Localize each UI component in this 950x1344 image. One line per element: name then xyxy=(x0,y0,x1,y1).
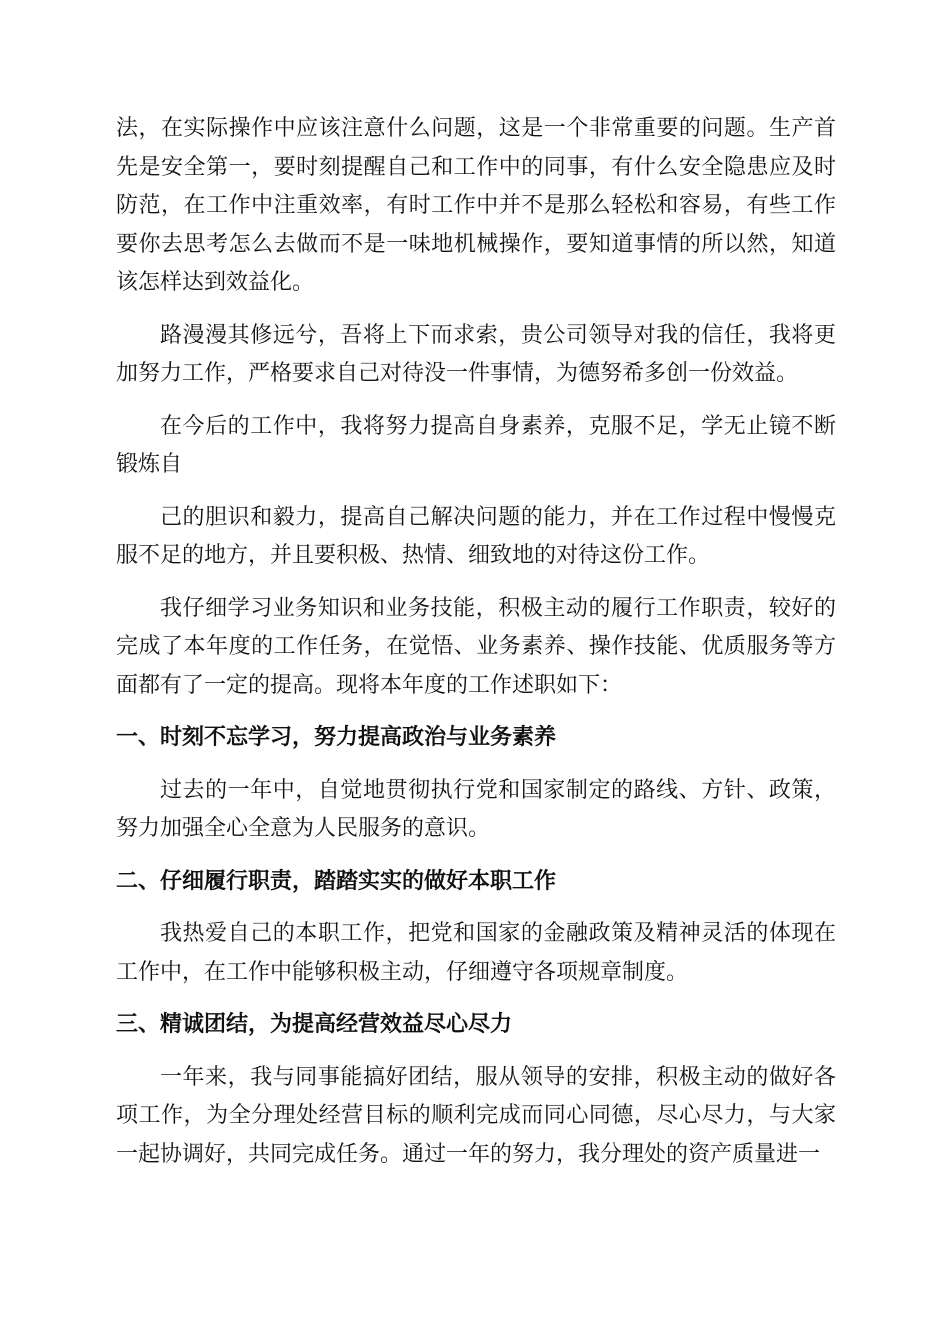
paragraph-safety: 法，在实际操作中应该注意什么问题，这是一个非常重要的问题。生产首先是安全第一，要时刻提醒自己和工作中的同事，有什么安全隐患应及时防范，在工作中注重效率，有时工作中并不是那么轻松和容易，有些工作要你去思考怎么去做而不是一味地机械操作，要知道事情的所以然，知道该怎样达到效益化。 xyxy=(116,116,836,295)
section-heading-1: 一、时刻不忘学习，努力提高政治与业务素养 xyxy=(116,725,557,750)
paragraph-motto: 路漫漫其修远兮，吾将上下而求索，贵公司领导对我的信任，我将更加努力工作，严格要求自己对待没一件事情，为德努希多创一份效益。 xyxy=(116,322,836,386)
paragraph-section-2: 我热爱自己的本职工作，把党和国家的金融政策及精神灵活的体现在工作中，在工作中能够积极主动，仔细遵守各项规章制度。 xyxy=(116,921,836,985)
paragraph-section-1: 过去的一年中，自觉地贯彻执行党和国家制定的路线、方针、政策，努力加强全心全意为人民服务的意识。 xyxy=(116,777,836,841)
paragraph-future-work: 在今后的工作中，我将努力提高自身素养，克服不足，学无止镜不断锻炼自 xyxy=(116,413,836,477)
paragraph-summary-intro: 我仔细学习业务知识和业务技能，积极主动的履行工作职责，较好的完成了本年度的工作任务，在觉悟、业务素养、操作技能、优质服务等方面都有了一定的提高。现将本年度的工作述职如下： xyxy=(116,595,836,698)
document-page xyxy=(116,110,836,1188)
section-heading-3: 三、精诚团结，为提高经营效益尽心尽力 xyxy=(116,1012,513,1037)
section-heading-2: 二、仔细履行职责，踏踏实实的做好本职工作 xyxy=(116,868,557,894)
paragraph-courage: 己的胆识和毅力，提高自己解决问题的能力，并在工作过程中慢慢克服不足的地方，并且要积极、热情、细致地的对待这份工作。 xyxy=(116,504,836,568)
paragraph-section-3: 一年来，我与同事能搞好团结，服从领导的安排，积极主动的做好各项工作，为全分理处经营目标的顺利完成而同心同德，尽心尽力，与大家一起协调好，共同完成任务。通过一年的努力，我分理处的资产质量进一 xyxy=(116,1064,836,1167)
